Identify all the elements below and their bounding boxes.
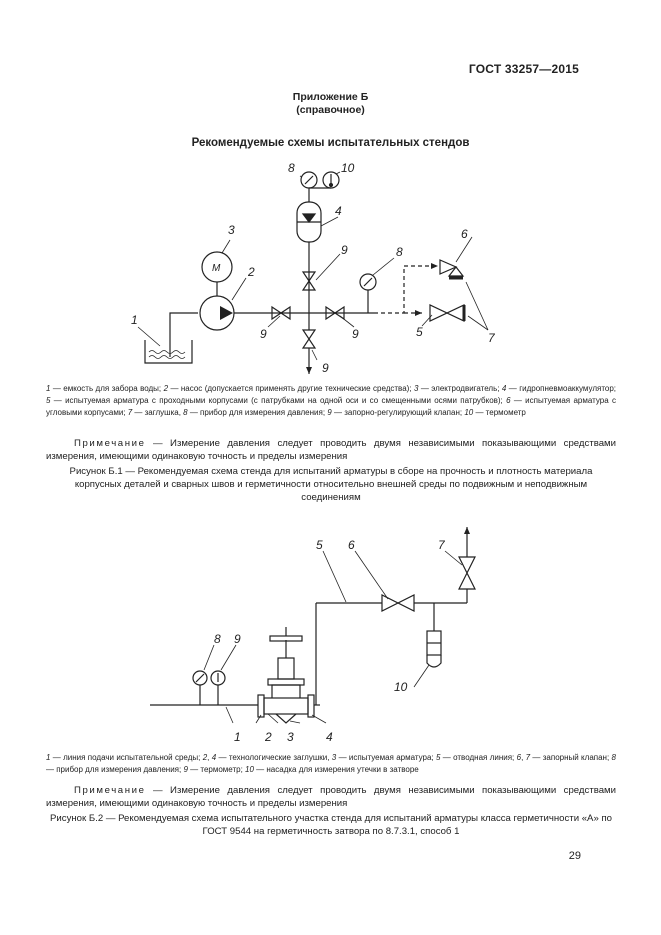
tested-valve-3	[264, 698, 308, 714]
label-9-lower: 9	[322, 361, 329, 375]
label-3: 3	[228, 223, 235, 237]
figure-1-legend: 1 — емкость для забора воды; 2 — насос (допускается применять другие технические средства); 3 — электродвигатель; 4 — гидропневмоаккумулятор; 5 — испытуемая арматура с проходными корпусами (с патрубками на одной оси и со смещенными осями патрубков); 6 — испытуемая арматура с угловыми корпусами; 7 — заглушка, 8 — прибор для измерения давления; 9 — запорно-регулирующий клапан; 10 — термометр	[46, 384, 617, 417]
plug-2	[258, 695, 264, 717]
label-9-left: 9	[260, 327, 267, 341]
motor-label: M	[212, 263, 221, 274]
label-10: 10	[394, 680, 408, 694]
appendix-subtitle: (справочное)	[296, 104, 365, 116]
label-8-top: 8	[288, 161, 295, 175]
label-3: 3	[287, 730, 294, 744]
label-5: 5	[316, 538, 323, 552]
angle-valve-6	[440, 260, 456, 274]
label-9-upper: 9	[341, 243, 348, 257]
label-5: 5	[416, 325, 423, 339]
label-9: 9	[234, 632, 241, 646]
figure-2-note: Примечание — Измерение давления следует проводить двумя независимыми показывающими средствами измерения, имеющими одинаковую точность и пределы измерения	[46, 785, 616, 809]
label-4: 4	[326, 730, 333, 744]
label-1: 1	[131, 313, 138, 327]
figure-1-note: Примечание — Измерение давления следует проводить двумя независимыми показывающими средствами измерения, имеющими одинаковую точность и пределы измерения	[46, 438, 616, 462]
figure-2-caption: Рисунок Б.2 — Рекомендуемая схема испытательного участка стенда для испытаний арматуры класса герметичности «А» по ГОСТ 9544 на герметичность затвора по 8.7.3.1, способ 1	[50, 813, 612, 837]
figure-1-caption: Рисунок Б.1 — Рекомендуемая схема стенда для испытаний арматуры в сборе на прочность и плотность материала корпусных деталей и сварных швов и герметичности относительно внешней среды по подвижным и неподвижным соединениям	[69, 466, 593, 503]
page-number: 29	[568, 850, 581, 862]
test-valve-5	[430, 305, 464, 321]
label-9-right: 9	[352, 327, 359, 341]
valve-9-lower	[303, 330, 315, 348]
label-1: 1	[234, 730, 241, 744]
label-8-right: 8	[396, 245, 403, 259]
water-tank	[145, 340, 192, 363]
figure-1-diagram	[0, 150, 661, 380]
label-7: 7	[488, 331, 495, 345]
figure-2-legend: 1 — линия подачи испытательной среды; 2, 4 — технологические заглушки, 3 — испытуемая арматура; 5 — отводная линия; 6, 7 — запорный клапан; 8 — прибор для измерения давления; 9 — термометр; 10 — насадка для измерения утечки в затворе	[46, 753, 616, 774]
section-title: Рекомендуемые схемы испытательных стендов	[191, 137, 470, 149]
label-2: 2	[265, 730, 272, 744]
figure-2-diagram	[0, 515, 661, 750]
label-8: 8	[214, 632, 221, 646]
label-4: 4	[335, 204, 342, 218]
appendix-title: Приложение Б	[292, 91, 369, 103]
valve-7	[459, 557, 475, 589]
label-6: 6	[348, 538, 355, 552]
label-6: 6	[461, 227, 468, 241]
label-2: 2	[248, 265, 255, 279]
label-10: 10	[341, 161, 355, 175]
document-header: ГОСТ 33257—2015	[468, 62, 579, 76]
plug-4	[308, 695, 314, 717]
label-7: 7	[438, 538, 445, 552]
